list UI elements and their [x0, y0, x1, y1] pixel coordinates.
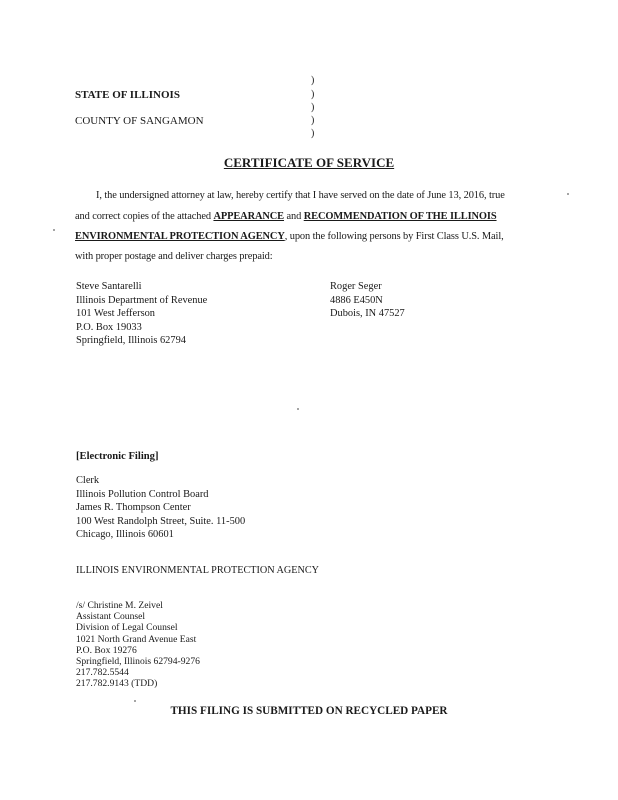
address-line: Roger Seger	[330, 281, 382, 292]
appearance-doc: APPEARANCE	[213, 211, 285, 222]
certificate-title: CERTIFICATE OF SERVICE	[223, 155, 395, 170]
address-line: Steve Santarelli	[76, 281, 142, 292]
recommendation-doc: RECOMMENDATION OF THE ILLINOIS	[303, 211, 497, 222]
caption-paren: )	[311, 102, 315, 113]
recipient-right-address	[330, 280, 405, 321]
caption-state: STATE OF ILLINOIS	[75, 89, 180, 101]
body-line-4: with proper postage and deliver charges prepaid:	[75, 251, 273, 262]
clerk-address	[76, 474, 245, 542]
scan-speck	[567, 193, 569, 195]
scan-speck	[134, 700, 136, 702]
address-line: 4886 E450N	[330, 294, 383, 306]
address-line: James R. Thompson Center	[76, 502, 191, 514]
address-line: Chicago, Illinois 60601	[76, 529, 174, 541]
recycled-paper-footer: THIS FILING IS SUBMITTED ON RECYCLED PAPER	[170, 705, 448, 717]
body-text: and	[284, 211, 304, 222]
body-line-1: I, the undersigned attorney at law, hereby certify that I have served on the date of June 13, 2016, true	[96, 190, 505, 201]
signature-line: 217.782.5544	[76, 667, 129, 679]
recommendation-doc-continued: ENVIRONMENTAL PROTECTION AGENCY	[75, 231, 285, 242]
signature-line: Springfield, Illinois 62794-9276	[76, 656, 200, 668]
address-line: Illinois Pollution Control Board	[76, 488, 209, 500]
caption-paren: )	[311, 75, 315, 86]
address-line: Clerk	[76, 475, 100, 486]
scan-speck	[53, 229, 55, 231]
address-line: Dubois, IN 47527	[330, 308, 405, 320]
body-text: , upon the following persons by First Class U.S. Mail,	[284, 231, 504, 242]
caption-paren: )	[311, 89, 315, 100]
caption-paren: )	[311, 115, 315, 126]
signature-block	[76, 600, 200, 690]
signature-line: Division of Legal Counsel	[76, 622, 178, 634]
body-text: and correct copies of the attached	[75, 211, 214, 222]
address-line: 101 West Jefferson	[76, 308, 156, 320]
address-line: P.O. Box 19033	[76, 321, 142, 333]
address-line: Springfield, Illinois 62794	[76, 335, 186, 347]
scan-speck	[297, 408, 299, 410]
signature-line: 1021 North Grand Avenue East	[76, 633, 197, 645]
signature-line: /s/ Christine M. Zeivel	[76, 600, 163, 611]
body-line-3	[75, 231, 504, 242]
address-line: Illinois Department of Revenue	[76, 294, 208, 306]
recipient-left-address	[76, 280, 207, 348]
signature-line: P.O. Box 19276	[76, 644, 137, 656]
caption-county: COUNTY OF SANGAMON	[75, 115, 204, 127]
caption-paren: )	[311, 128, 315, 139]
signature-line: 217.782.9143 (TDD)	[76, 678, 158, 690]
agency-name: ILLINOIS ENVIRONMENTAL PROTECTION AGENCY	[76, 565, 320, 576]
address-line: 100 West Randolph Street, Suite. 11-500	[76, 515, 246, 527]
body-line-2	[75, 211, 497, 222]
signature-line: Assistant Counsel	[76, 611, 146, 623]
electronic-filing-heading: [Electronic Filing]	[76, 451, 159, 462]
